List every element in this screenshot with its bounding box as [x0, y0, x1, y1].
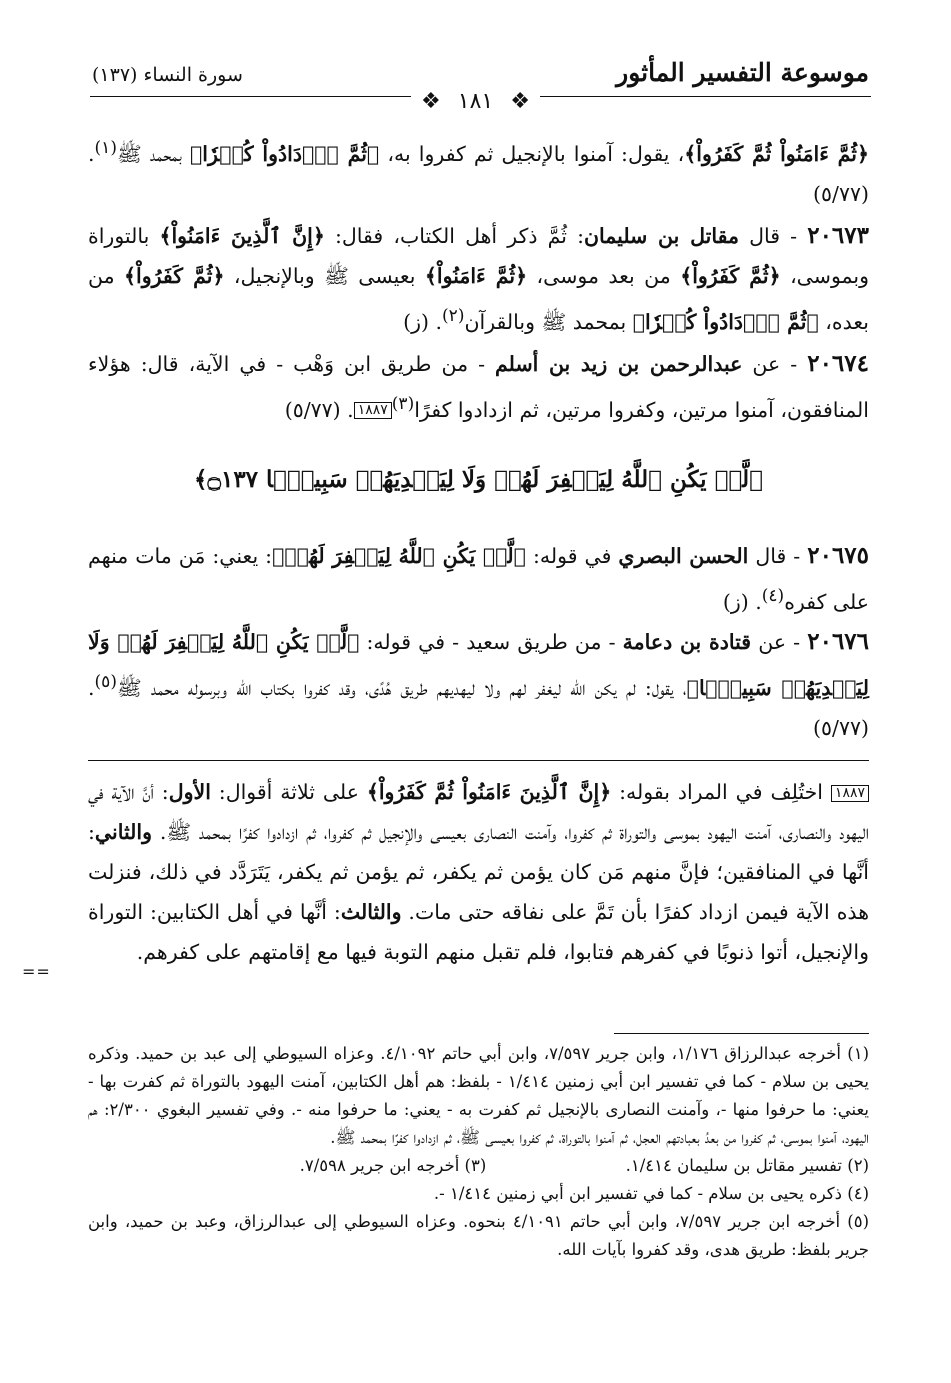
entry-number: ٢٠٦٧٦ — [807, 627, 870, 655]
footnote-ref: (١) — [94, 138, 117, 158]
footnotes — [88, 1040, 869, 1264]
commentary-rule — [88, 760, 869, 761]
quran-quote: ﴿ثُمَّ ءَامَنُواْ﴾ — [424, 263, 528, 288]
header-surah-title: سورة النساء (١٣٧) — [92, 64, 243, 86]
entry-number: ٢٠٦٧٥ — [807, 542, 870, 569]
page-number: ❖ ١٨١ ❖ — [411, 89, 540, 114]
narrator-name: الحسن البصري — [618, 544, 749, 568]
page-number-wrap — [0, 89, 951, 114]
footnote-2: (٢) تفسير مقاتل بن سليمان ١/٤١٤. — [625, 1156, 869, 1175]
main-text-2 — [88, 536, 869, 748]
narrator-name: مقاتل بن سليمان — [583, 223, 739, 248]
narrator-name: قتادة بن دعامة — [622, 629, 752, 654]
footnote-rule — [614, 1033, 869, 1034]
entry-number: ٢٠٦٧٣ — [807, 221, 869, 249]
quran-quote: ﴿ثُمَّ ٱزۡدَادُواْ كُفۡرٗا﴾ — [190, 141, 380, 166]
volume-ref: . (٥/٧٧) — [88, 675, 869, 740]
footnote-4: (٤) ذكره يحيى بن سلام - كما في تفسير ابن أبي زمنين ١/٤١٤ -. — [433, 1184, 869, 1203]
volume-ref: . (٥/٧٧) — [284, 397, 354, 422]
commentary-ref-box: ١٨٨٧ — [831, 785, 869, 802]
quran-quote: ﴿ثُمَّ ٱزۡدَادُواْ كُفۡرٗا﴾ — [632, 309, 819, 334]
volume-ref: . (ز) — [722, 589, 762, 614]
commentary-ref-box: ١٨٨٧ — [354, 402, 392, 419]
opinion-label: الأول — [168, 780, 211, 804]
commentary-note: ١٨٨٧ اختُلِف في المراد بقوله: ﴿إِنَّ ٱلَّذِينَ ءَامَنُواْ ثُمَّ كَفَرُواْ﴾ على ثلاثة أقوال: الأول: أنَّ الآية في اليهود والنصارى، آمنت اليهود بموسى والتوراة ثم كفروا، وآمنت النصارى بعيسى والإنجيل ثم كفروا، ثم ازدادوا كفرًا بمحمد ﷺ. والثاني: أنَّها في المنافقين؛ فإنَّ منهم مَن كان يؤمن ثم يكفر، ثم يؤمن ثم يكفر، يَتَرَدَّد في ذلك، فنزلت هذه الآية فيمن ازداد كفرًا بأن تَمَّ على نفاقه حتى مات. والثالث: أنَّها في أهل الكتابين: التوراة والإنجيل، أتوا ذنوبًا في كفرهم فتابوا، فلم تقبل منهم التوبة فيها مع إقامتهم على كفرهم. — [88, 780, 870, 964]
footnote-ref: (٥) — [94, 671, 117, 692]
opinion-label: والثاني — [94, 820, 152, 844]
opinion-label: والثالث — [340, 900, 402, 924]
volume-ref: . (٥/٧٧) — [88, 141, 869, 206]
footnote-3: (٣) أخرجه ابن جرير ٧/٥٩٨. — [299, 1156, 487, 1175]
main-text — [88, 128, 869, 429]
entry-20675: ٢٠٦٧٥ - قال الحسن البصري في قوله: ﴿لَّمۡ يَكُنِ ٱللَّهُ لِيَغۡفِرَ لَهُمۡ﴾: يعني: مَن مات منهم على كفره$^{(٤)}$. (ز) — [88, 542, 870, 614]
footnote-1: (١) أخرجه عبدالرزاق ١/١٧٦، وابن جرير ٧/٥٩٧، وابن أبي حاتم ٤/١٠٩٢. وعزاه السيوطي إلى عبد بن حميد. وذكره يحيى بن سلام - كما في تفسير ابن أبي زمنين ١/٤١٤ - بلفظ: هم أهل الكتابين، آمنت اليهود بالتوراة ثم كفرت بها - يعني: ما حرفوا منها -، وآمنت النصارى بالإنجيل ثم كفرت به - يعني: ما حرفوا منه -. وفي تفسير البغوي ٢/٣٠٠: هم اليهود، آمنوا بموسى، ثم كفروا من بعدُ بعبادتهم العجل، ثم آمنوا بالتوراة، ثم كفروا بعيسى ﷺ، ثم ازدادوا كفرًا بمحمد ﷺ. — [88, 1044, 869, 1147]
quran-quote: ﴿ثُمَّ ءَامَنُواْ ثُمَّ كَفَرُواْ﴾ — [684, 141, 869, 166]
paragraph-continuation: ﴿ثُمَّ ءَامَنُواْ ثُمَّ كَفَرُواْ﴾، يقول: آمنوا بالإنجيل ثم كفروا به، ﴿ثُمَّ ٱزۡدَادُواْ كُفۡرٗا﴾ بمحمد ﷺ$^{(١)}$. (٥/٧٧) — [88, 138, 869, 206]
verse-heading: ﴿لَّمۡ يَكُنِ ٱللَّهُ لِيَغۡفِرَ لَهُمۡ وَلَا لِيَهۡدِيَهُمۡ سَبِيلَۢا ۝١٣٧﴾ — [194, 466, 763, 493]
quran-quote: ﴿ثُمَّ كَفَرُواْ﴾ — [124, 263, 225, 288]
quran-quote: ﴿لَّمۡ يَكُنِ ٱللَّهُ لِيَغۡفِرَ لَهُمۡ﴾ — [272, 544, 526, 568]
quran-quote: ﴿إِنَّ ٱلَّذِينَ ءَامَنُواْ ثُمَّ كَفَرُواْ﴾ — [366, 780, 612, 804]
entry-20674: ٢٠٦٧٤ - عن عبدالرحمن بن زيد بن أسلم - من طريق ابن وَهْب - في الآية، قال: هؤلاء المنافقون، آمنوا مرتين، وكفروا مرتين، ثم ازدادوا كفرًا$^{(٣)}$١٨٨٧. (٥/٧٧) — [88, 349, 869, 422]
side-mark: == — [22, 962, 51, 981]
footnote-ref: (٢) — [442, 305, 465, 326]
footnote-ref: (٤) — [761, 586, 785, 606]
volume-ref: . (ز) — [403, 309, 443, 334]
entry-20676: ٢٠٦٧٦ - عن قتادة بن دعامة - من طريق سعيد - في قوله: ﴿لَّمۡ يَكُنِ ٱللَّهُ لِيَغۡفِرَ لَهُمۡ وَلَا لِيَهۡدِيَهُمۡ سَبِيلَۢا﴾، يقول: لم يكن الله ليغفر لهم ولا ليهديهم طريق هُدًى، وقد كفروا بكتاب الله وبرسوله محمد ﷺ$^{(٥)}$. (٥/٧٧) — [88, 627, 870, 740]
narrator-name: عبدالرحمن بن زيد بن أسلم — [495, 351, 743, 376]
header-book-title: موسوعة التفسير المأثور — [616, 58, 869, 87]
footnote-5: (٥) أخرجه ابن جرير ٧/٥٩٧، وابن أبي حاتم ٤/١٠٩١ بنحوه. وعزاه السيوطي إلى عبدالرزاق، وعبد بن حميد، وابن جرير بلفظ: طريق هدى، وقد كفروا بآيات الله. — [88, 1212, 869, 1259]
entry-number: ٢٠٦٧٤ — [807, 349, 869, 377]
quran-quote: ﴿إِنَّ ٱلَّذِينَ ءَامَنُواْ﴾ — [159, 223, 325, 248]
quran-quote: ﴿ثُمَّ كَفَرُواْ﴾ — [680, 263, 781, 288]
footnote-row — [88, 1152, 869, 1180]
entry-20673: ٢٠٦٧٣ - قال مقاتل بن سليمان: ثُمَّ ذكر أهل الكتاب، فقال: ﴿إِنَّ ٱلَّذِينَ ءَامَنُواْ﴾ بالتوراة وبموسى، ﴿ثُمَّ كَفَرُواْ﴾ من بعد موسى، ﴿ثُمَّ ءَامَنُواْ﴾ بعيسى ﷺ وبالإنجيل، ﴿ثُمَّ كَفَرُواْ﴾ من بعده، ﴿ثُمَّ ٱزۡدَادُواْ كُفۡرٗا﴾ بمحمد ﷺ وبالقرآن$^{(٢)}$. (ز) — [88, 221, 869, 334]
footnote-ref: (٣) — [391, 393, 415, 414]
quran-quote: ﴿لَّمۡ يَكُنِ ٱللَّهُ لِيَغۡفِرَ لَهُمۡ وَلَا لِيَهۡدِيَهُمۡ سَبِيلَۢا﴾ — [88, 629, 869, 700]
